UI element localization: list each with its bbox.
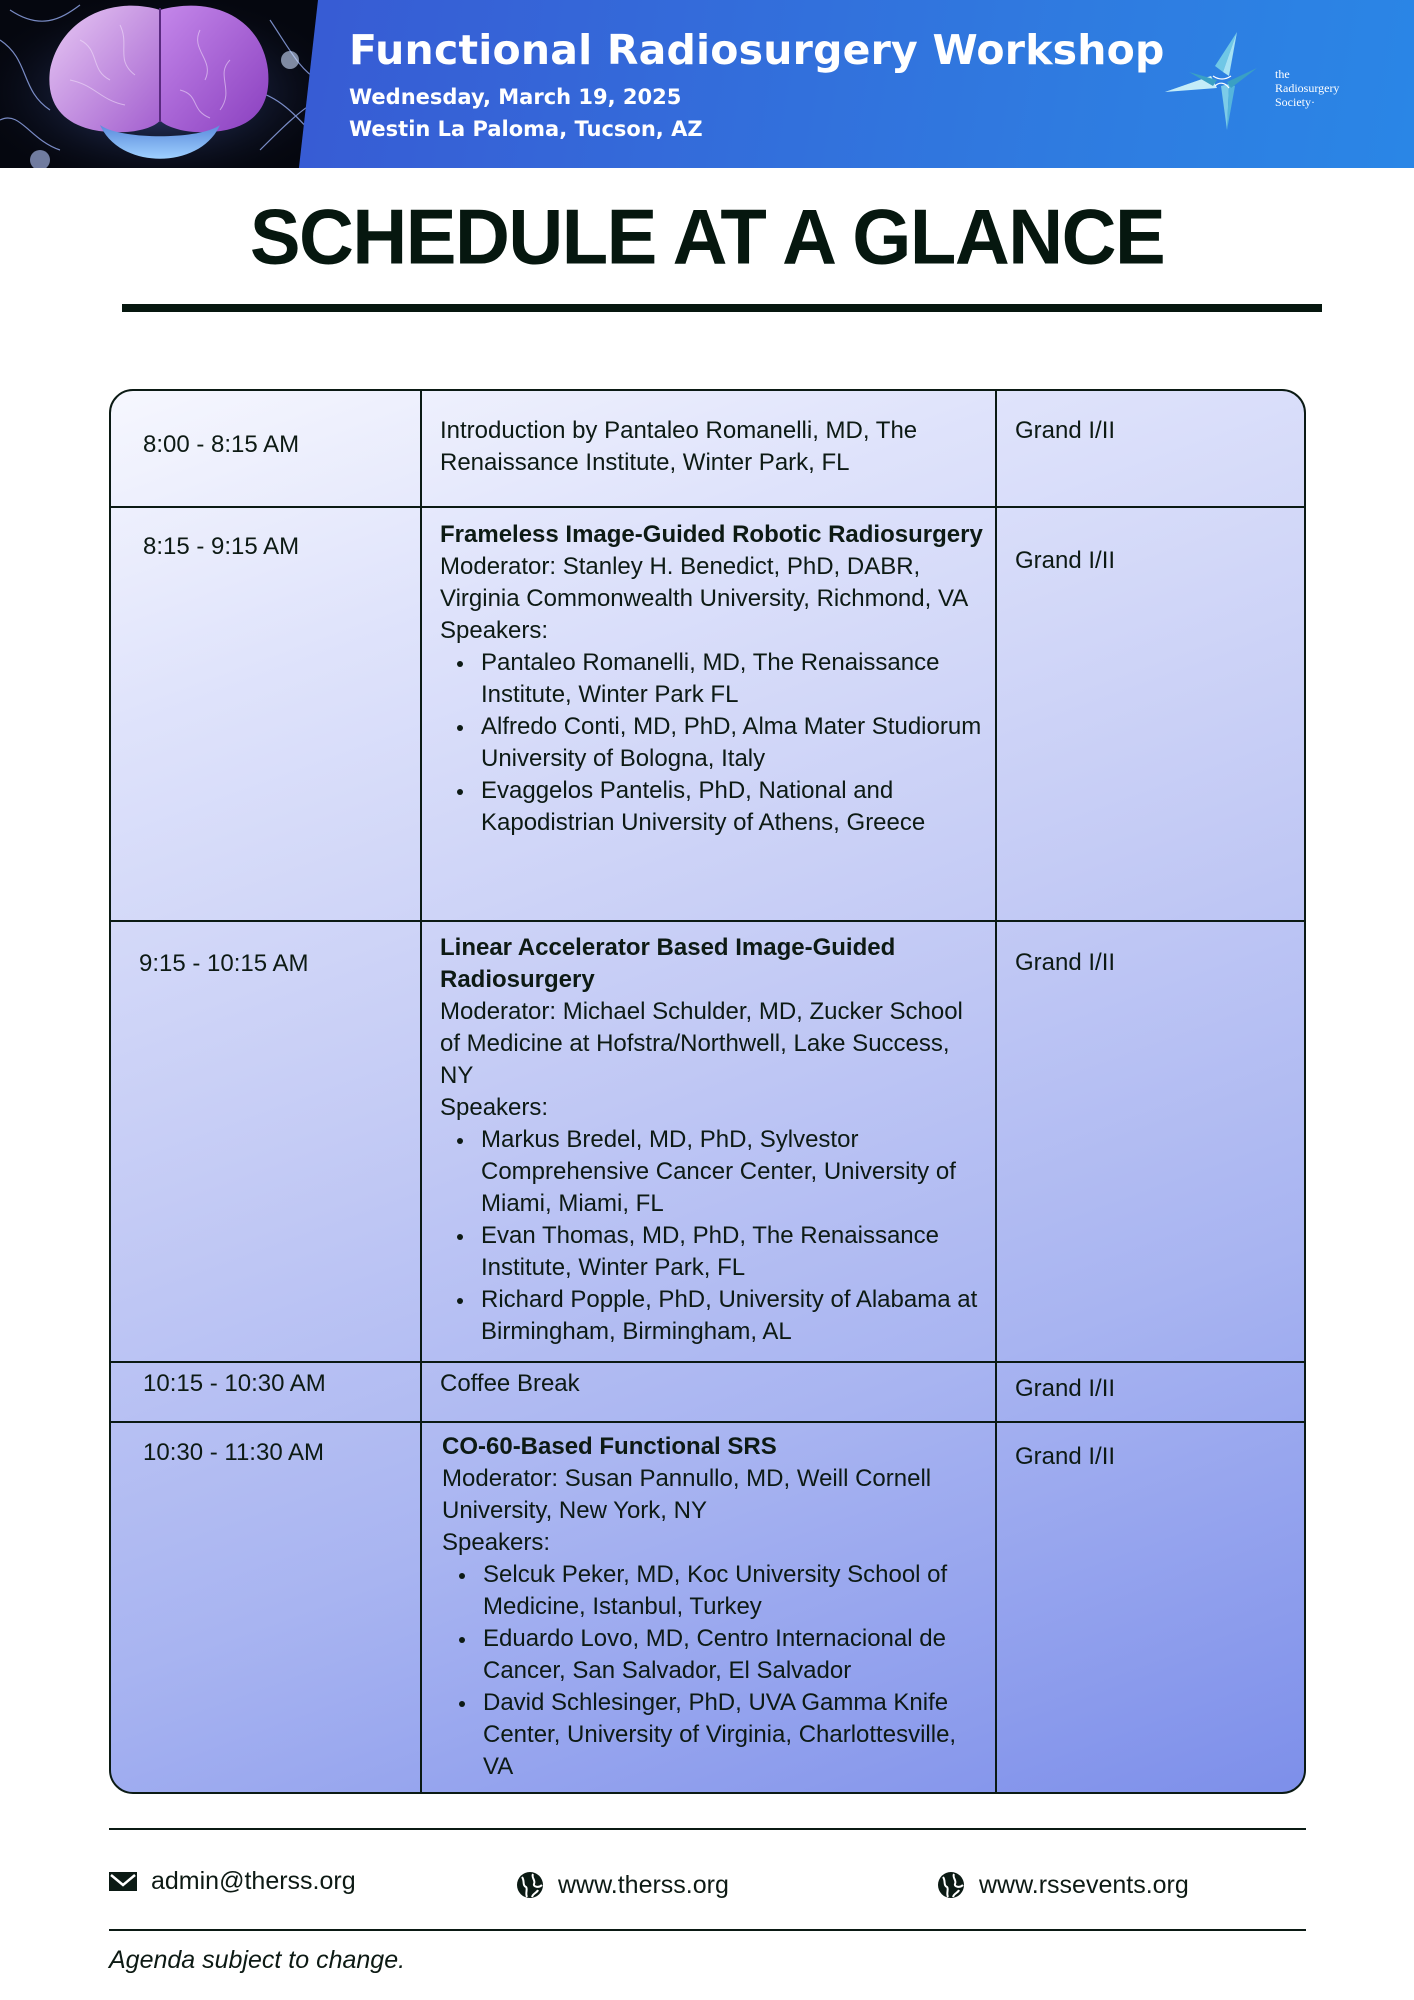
speaker-item: Evaggelos Pantelis, PhD, National and Kapodistrian University of Athens, Greece	[440, 775, 985, 839]
time-slot: 10:15 - 10:30 AM	[143, 1370, 326, 1397]
session-title: CO-60-Based Functional SRS	[442, 1433, 777, 1460]
speakers-label: Speakers:	[442, 1529, 551, 1556]
events-website-link[interactable]: www.rssevents.org	[979, 1870, 1189, 1899]
table-row	[111, 920, 1304, 1361]
room-cell	[997, 1423, 1306, 1794]
envelope-icon	[109, 1867, 137, 1895]
logo-wordmark	[1275, 67, 1339, 109]
event-title: Functional Radiosurgery Workshop	[349, 26, 1165, 74]
table-row	[111, 391, 1304, 506]
brain-illustration	[0, 0, 318, 168]
room-cell	[997, 922, 1306, 1361]
speaker-item: Markus Bredel, MD, PhD, Sylvestor Comprehensive Cancer Center, University of Miami, Miami, FL	[440, 1124, 985, 1220]
time-cell	[111, 391, 420, 506]
room-cell	[997, 1363, 1306, 1421]
room-cell	[997, 508, 1306, 920]
time-slot: 9:15 - 10:15 AM	[139, 950, 309, 977]
speaker-item: Selcuk Peker, MD, Koc University School of Medicine, Istanbul, Turkey	[442, 1559, 987, 1623]
session-moderator: Moderator: Michael Schulder, MD, Zucker School of Medicine at Hofstra/Northwell, Lake Success, NY	[440, 998, 963, 1089]
speakers-label: Speakers:	[440, 617, 549, 644]
room-name: Grand I/II	[1015, 417, 1116, 444]
speakers-list	[440, 1124, 985, 1348]
header-banner	[0, 0, 1414, 168]
speaker-item: David Schlesinger, PhD, UVA Gamma Knife Center, University of Virginia, Charlottesville, VA	[442, 1687, 987, 1783]
room-name: Grand I/II	[1015, 1443, 1116, 1470]
speaker-item: Alfredo Conti, MD, PhD, Alma Mater Studiorum University of Bologna, Italy	[440, 711, 985, 775]
session-cell	[420, 391, 997, 506]
disclaimer-note: Agenda subject to change.	[109, 1946, 406, 1974]
footer-divider-bottom	[109, 1929, 1306, 1931]
speaker-item: Pantaleo Romanelli, MD, The Renaissance Institute, Winter Park FL	[440, 647, 985, 711]
time-cell	[111, 1423, 420, 1794]
session-cell	[420, 1363, 997, 1421]
speaker-item: Eduardo Lovo, MD, Centro Internacional de Cancer, San Salvador, El Salvador	[442, 1623, 987, 1687]
email-link[interactable]: admin@therss.org	[151, 1866, 356, 1895]
room-name: Grand I/II	[1015, 1375, 1116, 1402]
radiosurgery-society-logo	[1165, 30, 1365, 130]
event-date: Wednesday, March 19, 2025	[349, 85, 682, 109]
contact-email[interactable]	[109, 1864, 356, 1898]
speaker-item: Richard Popple, PhD, University of Alabama at Birmingham, Birmingham, AL	[440, 1284, 985, 1348]
time-cell	[111, 508, 420, 920]
logo-line-2: Radiosurgery	[1275, 81, 1340, 95]
website-link[interactable]: www.therss.org	[558, 1870, 729, 1899]
time-cell	[111, 922, 420, 1361]
title-divider	[122, 304, 1322, 312]
table-row	[111, 1421, 1304, 1794]
event-venue: Westin La Paloma, Tucson, AZ	[349, 117, 703, 141]
session-title: Linear Accelerator Based Image-Guided Radiosurgery	[440, 934, 896, 993]
session-moderator: Moderator: Stanley H. Benedict, PhD, DABR, Virginia Commonwealth University, Richmond, VA	[440, 553, 969, 612]
session-cell	[420, 922, 997, 1361]
time-slot: 10:30 - 11:30 AM	[143, 1439, 325, 1466]
brain-image-icon	[0, 0, 318, 168]
time-slot: 8:15 - 9:15 AM	[143, 533, 300, 560]
contact-events-website[interactable]	[937, 1868, 1189, 1902]
room-name: Grand I/II	[1015, 949, 1116, 976]
globe-icon	[516, 1871, 544, 1899]
table-row	[111, 1361, 1304, 1421]
star-logo-icon	[1165, 30, 1275, 130]
session-cell	[420, 1423, 997, 1794]
speakers-list	[440, 647, 985, 839]
logo-line-1: the	[1275, 67, 1290, 81]
time-cell	[111, 1363, 420, 1421]
session-moderator: Moderator: Susan Pannullo, MD, Weill Cornell University, New York, NY	[442, 1465, 932, 1524]
logo-line-3: Society·	[1275, 95, 1315, 109]
session-description: Coffee Break	[440, 1370, 580, 1397]
speakers-list	[442, 1559, 987, 1783]
session-title: Frameless Image-Guided Robotic Radiosurgery	[440, 521, 983, 548]
footer-divider-top	[109, 1828, 1306, 1830]
room-name: Grand I/II	[1015, 547, 1116, 574]
session-cell	[420, 508, 997, 920]
page-title: SCHEDULE AT A GLANCE	[249, 194, 1165, 281]
table-row	[111, 506, 1304, 920]
room-cell	[997, 391, 1306, 506]
contact-website[interactable]	[516, 1868, 729, 1902]
session-description: Introduction by Pantaleo Romanelli, MD, The Renaissance Institute, Winter Park, FL	[440, 417, 918, 476]
schedule-table	[109, 389, 1306, 1794]
time-slot: 8:00 - 8:15 AM	[143, 431, 300, 458]
speakers-label: Speakers:	[440, 1094, 549, 1121]
globe-icon	[937, 1871, 965, 1899]
speaker-item: Evan Thomas, MD, PhD, The Renaissance Institute, Winter Park, FL	[440, 1220, 985, 1284]
